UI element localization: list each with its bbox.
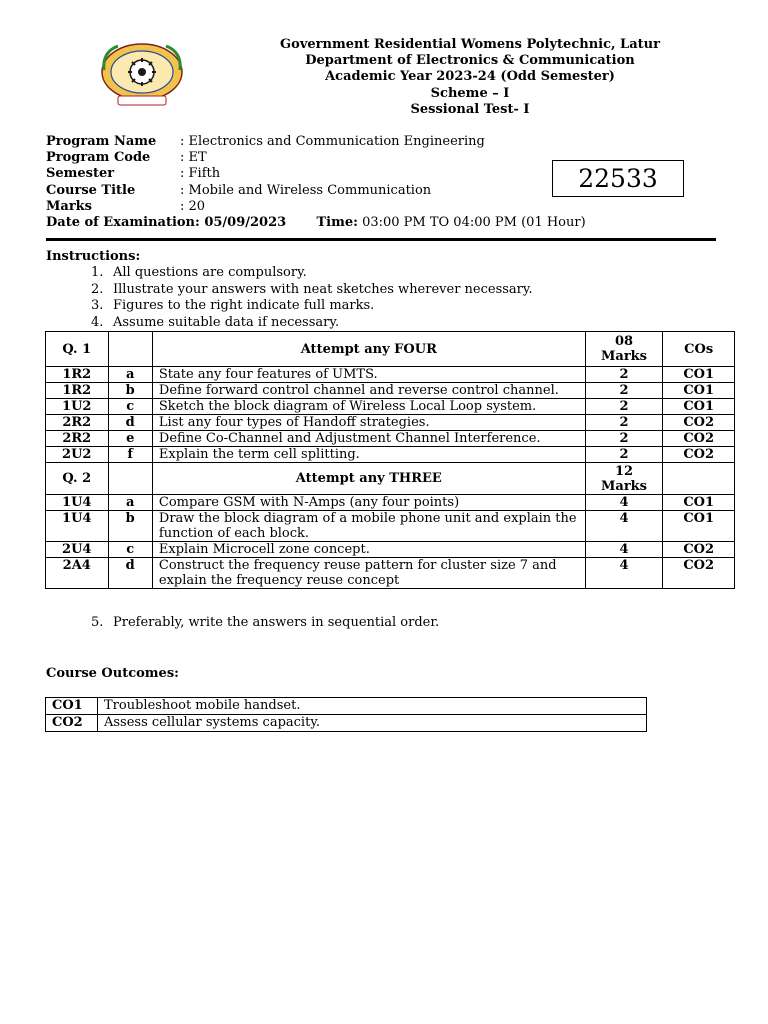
marks: 2 (585, 447, 663, 463)
course-outcome: CO1 (663, 399, 735, 415)
marks: 2 (585, 383, 663, 399)
table-row (46, 542, 735, 558)
total-marks (585, 463, 663, 495)
question-text: Define forward control channel and reverse control channel. (152, 383, 585, 399)
question-code: 2U2 (46, 447, 109, 463)
co-id: CO2 (46, 715, 98, 732)
marks-word: Marks (601, 349, 647, 364)
table-row (46, 367, 735, 383)
detail-label: Marks (46, 198, 92, 214)
institute-name: Government Residential Womens Polytechnic, Latur (280, 37, 660, 52)
sub-question: a (108, 495, 152, 511)
questions-table (45, 331, 735, 589)
question-code: 1U4 (46, 511, 109, 542)
marks: 4 (585, 542, 663, 558)
question-code: 1U2 (46, 399, 109, 415)
course-outcome: CO2 (663, 415, 735, 431)
sub-question: c (108, 542, 152, 558)
marks-number: 12 (614, 463, 634, 479)
empty-cell (663, 463, 735, 495)
divider (46, 238, 716, 241)
question-text: Explain Microcell zone concept. (152, 542, 585, 558)
marks: 2 (585, 431, 663, 447)
table-row (46, 698, 647, 715)
list-item (91, 265, 533, 282)
item-number: 4. (91, 314, 104, 330)
sub-question: c (108, 399, 152, 415)
question-code: 2U4 (46, 542, 109, 558)
table-row (46, 447, 735, 463)
item-text: Illustrate your answers with neat sketches wherever necessary. (113, 281, 533, 297)
question-text: Draw the block diagram of a mobile phone unit and explain the function of each block. (152, 511, 585, 542)
table-row (46, 558, 735, 589)
time-value: 03:00 PM TO 04:00 PM (01 Hour) (362, 215, 586, 230)
exam-date-time (46, 215, 586, 230)
question-code: 2R2 (46, 415, 109, 431)
co-text: Troubleshoot mobile handset. (98, 698, 647, 715)
list-item (91, 315, 533, 332)
detail-label: Semester (46, 166, 115, 182)
marks: 2 (585, 367, 663, 383)
department-name: Department of Electronics & Communication (305, 53, 635, 69)
question-code: 2R2 (46, 431, 109, 447)
table-row (46, 415, 735, 431)
question-code: 1R2 (46, 383, 109, 399)
item-text: Figures to the right indicate full marks. (113, 298, 375, 313)
detail-row (46, 166, 485, 182)
question-heading: Attempt any THREE (152, 463, 585, 495)
marks: 2 (585, 415, 663, 431)
table-header-row (46, 463, 735, 495)
course-outcome: CO2 (663, 542, 735, 558)
item-number: 3. (91, 298, 104, 313)
item-number: 5. (91, 615, 104, 630)
question-text: List any four types of Handoff strategies. (152, 415, 585, 431)
program-details (46, 134, 485, 215)
sub-question: d (108, 415, 152, 431)
marks: 4 (585, 558, 663, 589)
co-header: COs (663, 332, 735, 367)
sub-question: b (108, 383, 152, 399)
marks: 2 (585, 399, 663, 415)
table-row (46, 511, 735, 542)
course-outcomes-table (45, 697, 647, 732)
college-logo (100, 40, 184, 108)
exam-date: Date of Examination: 05/09/2023 (46, 215, 287, 230)
table-row (46, 431, 735, 447)
question-code: 1U4 (46, 495, 109, 511)
question-number: Q. 1 (46, 332, 109, 367)
course-outcome: CO1 (663, 511, 735, 542)
table-row (46, 399, 735, 415)
header (230, 37, 710, 118)
instruction-5 (91, 615, 439, 630)
course-outcome: CO1 (663, 367, 735, 383)
question-code: 1R2 (46, 367, 109, 383)
empty-cell (108, 332, 152, 367)
question-code: 2A4 (46, 558, 109, 589)
detail-label: Program Name (46, 134, 157, 149)
sub-question: a (108, 367, 152, 383)
detail-row (46, 199, 485, 215)
question-text: State any four features of UMTS. (152, 367, 585, 383)
academic-year: Academic Year 2023-24 (Odd Semester) (325, 69, 615, 85)
test-name: Sessional Test- I (410, 101, 530, 117)
marks-number: 08 (614, 334, 634, 349)
question-text: Compare GSM with N-Amps (any four points) (152, 495, 585, 511)
table-header-row (46, 332, 735, 367)
detail-value: : ET (180, 150, 207, 166)
detail-row (46, 183, 485, 199)
instructions-list (91, 265, 533, 331)
table-row (46, 715, 647, 732)
question-heading: Attempt any FOUR (152, 332, 585, 367)
instructions-title: Instructions: (46, 249, 141, 264)
course-code-box: 22533 (552, 160, 684, 197)
item-number: 2. (91, 281, 104, 297)
detail-value: : 20 (180, 198, 206, 214)
detail-row (46, 134, 485, 150)
course-outcomes-title: Course Outcomes: (46, 666, 179, 681)
marks: 4 (585, 495, 663, 511)
time-label: Time: (316, 215, 358, 230)
course-outcome: CO1 (663, 383, 735, 399)
detail-label: Course Title (46, 182, 136, 198)
question-number: Q. 2 (46, 463, 109, 495)
item-text: Preferably, write the answers in sequential order. (113, 615, 440, 630)
question-text: Define Co-Channel and Adjustment Channel Interference. (152, 431, 585, 447)
sub-question: b (108, 511, 152, 542)
sub-question: d (108, 558, 152, 589)
detail-label: Program Code (46, 150, 151, 166)
marks: 4 (585, 511, 663, 542)
empty-cell (108, 463, 152, 495)
detail-value: : Mobile and Wireless Communication (180, 182, 432, 198)
detail-value: : Fifth (180, 166, 221, 182)
co-id: CO1 (46, 698, 98, 715)
sub-question: f (108, 447, 152, 463)
co-text: Assess cellular systems capacity. (98, 715, 647, 732)
item-number: 1. (91, 265, 104, 280)
course-outcome: CO2 (663, 447, 735, 463)
item-text: Assume suitable data if necessary. (113, 314, 340, 330)
sub-question: e (108, 431, 152, 447)
list-item (91, 298, 533, 315)
question-text: Explain the term cell splitting. (152, 447, 585, 463)
table-row (46, 383, 735, 399)
marks-word: Marks (601, 478, 647, 494)
table-row (46, 495, 735, 511)
scheme: Scheme – I (430, 85, 510, 101)
item-text: All questions are compulsory. (113, 265, 307, 280)
detail-value: : Electronics and Communication Engineering (180, 134, 485, 149)
list-item (91, 282, 533, 299)
question-text: Sketch the block diagram of Wireless Local Loop system. (152, 399, 585, 415)
course-outcome: CO1 (663, 495, 735, 511)
course-outcome: CO2 (663, 431, 735, 447)
total-marks (585, 332, 663, 367)
question-text: Construct the frequency reuse pattern for cluster size 7 and explain the frequency reuse concept (152, 558, 585, 589)
course-outcome: CO2 (663, 558, 735, 589)
detail-row (46, 150, 485, 166)
